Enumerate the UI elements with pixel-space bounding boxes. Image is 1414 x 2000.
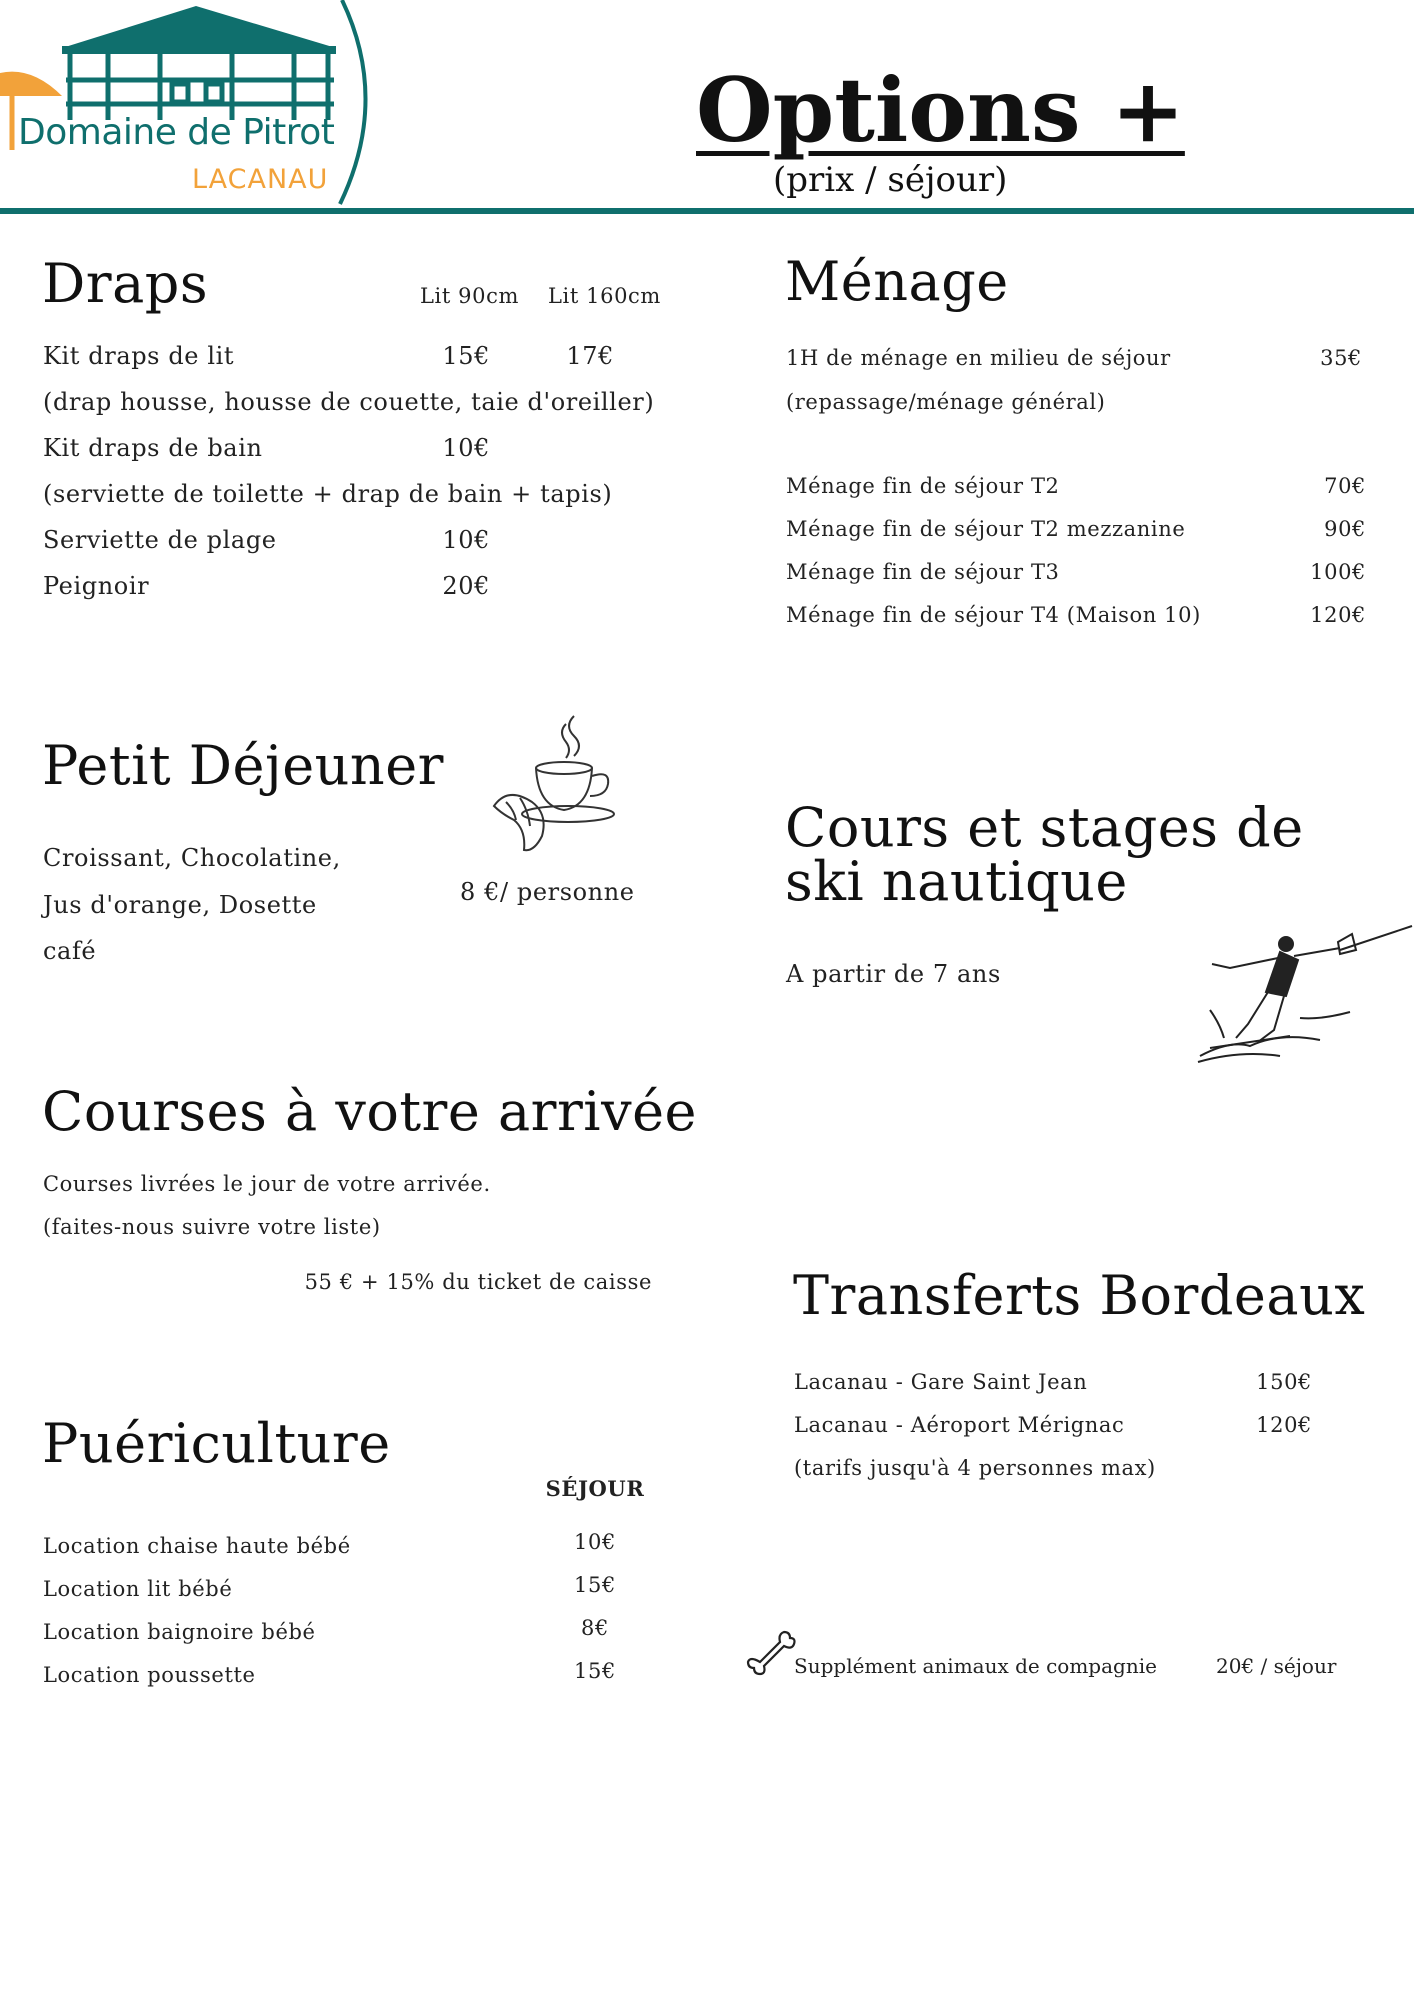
draps-row-label: Serviette de plage: [43, 526, 277, 554]
menage-row-price: 70€: [1324, 474, 1366, 498]
ski-age-note: A partir de 7 ans: [786, 960, 1001, 988]
menage-row-price: 90€: [1324, 517, 1366, 541]
menage-mid-price: 35€: [1320, 346, 1362, 370]
puericulture-row-label: Location lit bébé: [43, 1577, 233, 1601]
puericulture-heading: Puériculture: [42, 1412, 391, 1475]
courses-line: (faites-nous suivre votre liste): [43, 1215, 381, 1239]
draps-row-price-90: 10€: [442, 526, 490, 554]
puericulture-row-price: 15€: [574, 1659, 616, 1683]
petit-dejeuner-heading: Petit Déjeuner: [42, 734, 444, 797]
draps-row-price-90: 20€: [442, 572, 490, 600]
page-subtitle: (prix / séjour): [773, 160, 1008, 200]
menage-heading: Ménage: [785, 250, 1009, 313]
animaux-price: 20€ / séjour: [1216, 1654, 1337, 1678]
transferts-note: (tarifs jusqu'à 4 personnes max): [794, 1456, 1156, 1480]
draps-row-price-160: 17€: [566, 342, 614, 370]
courses-price: 55 € + 15% du ticket de caisse: [304, 1270, 652, 1294]
menage-mid-note: (repassage/ménage général): [786, 390, 1106, 414]
coffee-croissant-icon: [488, 710, 628, 860]
petit-dejeuner-line: Croissant, Chocolatine,: [43, 844, 341, 872]
transferts-heading: Transferts Bordeaux: [793, 1264, 1366, 1327]
puericulture-row-price: 10€: [574, 1530, 616, 1554]
puericulture-row-price: 15€: [574, 1573, 616, 1597]
draps-col-160: Lit 160cm: [548, 284, 661, 308]
puericulture-row-label: Location poussette: [43, 1663, 256, 1687]
puericulture-row-label: Location chaise haute bébé: [43, 1534, 351, 1558]
ski-heading-line2: ski nautique: [785, 850, 1128, 913]
transferts-row-price: 150€: [1256, 1370, 1312, 1394]
menage-row-label: Ménage fin de séjour T3: [786, 560, 1060, 584]
puericulture-col-sejour: SÉJOUR: [545, 1476, 645, 1501]
menage-row-price: 120€: [1310, 603, 1366, 627]
page-title: Options +: [696, 58, 1185, 162]
logo-place: LACANAU: [192, 164, 329, 195]
menage-mid-label: 1H de ménage en milieu de séjour: [786, 346, 1171, 370]
menage-row-price: 100€: [1310, 560, 1366, 584]
header-divider: [0, 208, 1414, 214]
draps-row-note: (drap housse, housse de couette, taie d'oreiller): [43, 388, 655, 416]
courses-heading: Courses à votre arrivée: [42, 1080, 697, 1143]
petit-dejeuner-line: Jus d'orange, Dosette: [43, 891, 317, 919]
draps-heading: Draps: [42, 252, 209, 315]
draps-row-label: Peignoir: [43, 572, 150, 600]
petit-dejeuner-line: café: [43, 937, 97, 965]
transferts-row-price: 120€: [1256, 1413, 1312, 1437]
ski-heading-line1: Cours et stages de: [785, 796, 1304, 859]
water-skier-icon: [1190, 920, 1414, 1065]
logo-name: Domaine de Pitrot: [18, 112, 335, 153]
draps-row-label: Kit draps de bain: [43, 434, 263, 462]
transferts-row-label: Lacanau - Gare Saint Jean: [794, 1370, 1088, 1394]
puericulture-row-label: Location baignoire bébé: [43, 1620, 316, 1644]
menage-row-label: Ménage fin de séjour T2: [786, 474, 1060, 498]
draps-row-label: Kit draps de lit: [43, 342, 235, 370]
menage-row-label: Ménage fin de séjour T2 mezzanine: [786, 517, 1186, 541]
draps-col-90: Lit 90cm: [420, 284, 519, 308]
petit-dejeuner-price: 8 €/ personne: [460, 878, 635, 906]
draps-row-note: (serviette de toilette + drap de bain + tapis): [43, 480, 613, 508]
puericulture-row-price: 8€: [581, 1616, 609, 1640]
bone-icon: [744, 1626, 796, 1678]
draps-row-price-90: 10€: [442, 434, 490, 462]
courses-line: Courses livrées le jour de votre arrivée.: [43, 1172, 491, 1196]
animaux-label: Supplément animaux de compagnie: [794, 1654, 1157, 1678]
menage-row-label: Ménage fin de séjour T4 (Maison 10): [786, 603, 1201, 627]
transferts-row-label: Lacanau - Aéroport Mérignac: [794, 1413, 1125, 1437]
draps-row-price-90: 15€: [442, 342, 490, 370]
